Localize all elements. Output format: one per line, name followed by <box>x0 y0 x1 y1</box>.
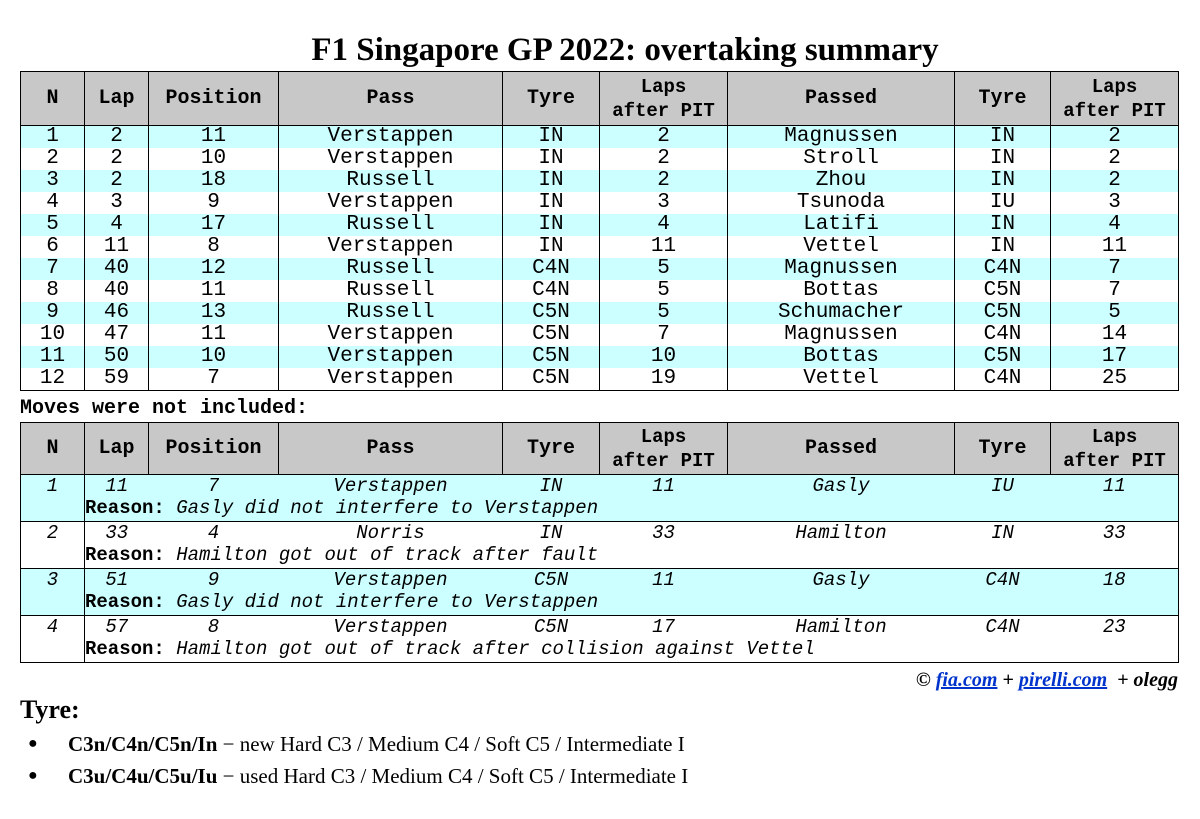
cell-passed-laps-after-pit: 25 <box>1051 368 1179 391</box>
cell-lap: 2 <box>85 170 149 192</box>
header-passed-laps-after-pit: Laps after PIT <box>1051 72 1179 126</box>
cell-tyre: C4N <box>503 258 600 280</box>
cell-passed-tyre: IN <box>955 236 1051 258</box>
cell-position: 8 <box>149 616 279 639</box>
reason-text: Gasly did not interfere to Verstappen <box>176 497 599 519</box>
cell-tyre: IN <box>503 522 600 545</box>
cell-position: 18 <box>149 170 279 192</box>
cell-pass: Russell <box>279 302 503 324</box>
reason-text: Gasly did not interfere to Verstappen <box>176 591 599 613</box>
cell-laps-after-pit: 5 <box>600 280 728 302</box>
cell-position: 7 <box>149 368 279 391</box>
cell-passed-laps-after-pit: 5 <box>1051 302 1179 324</box>
cell-laps-after-pit: 5 <box>600 302 728 324</box>
cell-passed-laps-after-pit: 3 <box>1051 192 1179 214</box>
cell-n: 5 <box>21 214 85 236</box>
reason-spacer <box>21 497 85 522</box>
table-row <box>21 148 1179 170</box>
cell-tyre: IN <box>503 236 600 258</box>
cell-n: 7 <box>21 258 85 280</box>
header-laps-after-pit: Laps after PIT <box>600 423 728 475</box>
cell-passed-tyre: C5N <box>955 280 1051 302</box>
cell-passed-tyre: IN <box>955 170 1051 192</box>
table-row <box>21 192 1179 214</box>
table-row <box>21 346 1179 368</box>
cell-tyre: C5N <box>503 324 600 346</box>
cell-n: 11 <box>21 346 85 368</box>
cell-n: 3 <box>21 170 85 192</box>
cell-laps-after-pit: 3 <box>600 192 728 214</box>
cell-n: 4 <box>21 616 85 639</box>
cell-lap: 40 <box>85 258 149 280</box>
cell-passed-laps-after-pit: 7 <box>1051 258 1179 280</box>
reason-cell <box>85 638 1179 663</box>
cell-tyre: C5N <box>503 569 600 592</box>
cell-tyre: IN <box>503 148 600 170</box>
cell-lap: 2 <box>85 148 149 170</box>
header-lap: Lap <box>85 423 149 475</box>
cell-laps-after-pit: 11 <box>600 236 728 258</box>
cell-passed: Schumacher <box>728 302 955 324</box>
cell-laps-after-pit: 33 <box>600 522 728 545</box>
cell-passed: Latifi <box>728 214 955 236</box>
cell-tyre: IN <box>503 126 600 149</box>
header-lap: Lap <box>85 72 149 126</box>
cell-laps-after-pit: 11 <box>600 569 728 592</box>
cell-passed-laps-after-pit: 18 <box>1051 569 1179 592</box>
cell-lap: 4 <box>85 214 149 236</box>
cell-passed-laps-after-pit: 11 <box>1051 475 1179 498</box>
cell-pass: Verstappen <box>279 475 503 498</box>
not-included-table <box>20 422 1179 663</box>
header-position: Position <box>149 72 279 126</box>
cell-pass: Russell <box>279 170 503 192</box>
reason-cell <box>85 544 1179 569</box>
cell-pass: Verstappen <box>279 148 503 170</box>
reason-spacer <box>21 638 85 663</box>
cell-passed-tyre: C5N <box>955 346 1051 368</box>
cell-position: 13 <box>149 302 279 324</box>
cell-lap: 57 <box>85 616 149 639</box>
cell-lap: 11 <box>85 475 149 498</box>
cell-passed: Vettel <box>728 368 955 391</box>
cell-passed-tyre: IU <box>955 192 1051 214</box>
header-passed: Passed <box>728 423 955 475</box>
cell-laps-after-pit: 2 <box>600 126 728 149</box>
cell-passed: Gasly <box>728 569 955 592</box>
cell-n: 9 <box>21 302 85 324</box>
cell-position: 7 <box>149 475 279 498</box>
fia-link[interactable]: fia.com <box>935 669 998 691</box>
cell-lap: 59 <box>85 368 149 391</box>
page-title: F1 Singapore GP 2022: overtaking summary <box>311 32 939 68</box>
table-row <box>21 236 1179 258</box>
cell-tyre: C5N <box>503 346 600 368</box>
table-row <box>21 214 1179 236</box>
table-row <box>21 170 1179 192</box>
cell-lap: 11 <box>85 236 149 258</box>
cell-lap: 33 <box>85 522 149 545</box>
cell-n: 2 <box>21 522 85 545</box>
cell-passed: Hamilton <box>728 522 955 545</box>
cell-pass: Verstappen <box>279 368 503 391</box>
cell-passed: Vettel <box>728 236 955 258</box>
cell-tyre: C5N <box>503 302 600 324</box>
cell-passed: Tsunoda <box>728 192 955 214</box>
cell-passed-tyre: IN <box>955 148 1051 170</box>
cell-passed: Gasly <box>728 475 955 498</box>
header-pass: Pass <box>279 423 503 475</box>
header-passed-tyre: Tyre <box>955 423 1051 475</box>
cell-position: 11 <box>149 126 279 149</box>
reason-row <box>21 591 1179 616</box>
cell-passed-laps-after-pit: 4 <box>1051 214 1179 236</box>
cell-passed: Hamilton <box>728 616 955 639</box>
table-row <box>21 616 1179 639</box>
cell-laps-after-pit: 11 <box>600 475 728 498</box>
cell-position: 17 <box>149 214 279 236</box>
cell-passed: Magnussen <box>728 324 955 346</box>
reason-spacer <box>21 544 85 569</box>
cell-passed-laps-after-pit: 33 <box>1051 522 1179 545</box>
table-row <box>21 302 1179 324</box>
cell-position: 11 <box>149 324 279 346</box>
cell-laps-after-pit: 7 <box>600 324 728 346</box>
reason-cell <box>85 591 1179 616</box>
overtaking-table <box>20 71 1179 391</box>
tyre-legend-list <box>28 730 688 794</box>
cell-position: 10 <box>149 148 279 170</box>
reason-label: Reason: <box>85 497 165 519</box>
cell-passed-tyre: C4N <box>955 616 1051 639</box>
cell-passed: Zhou <box>728 170 955 192</box>
cell-laps-after-pit: 4 <box>600 214 728 236</box>
header-position: Position <box>149 423 279 475</box>
cell-n: 10 <box>21 324 85 346</box>
cell-laps-after-pit: 17 <box>600 616 728 639</box>
reason-row <box>21 638 1179 663</box>
cell-position: 11 <box>149 280 279 302</box>
cell-passed-laps-after-pit: 14 <box>1051 324 1179 346</box>
cell-passed-laps-after-pit: 7 <box>1051 280 1179 302</box>
cell-passed: Magnussen <box>728 126 955 149</box>
cell-passed: Magnussen <box>728 258 955 280</box>
table-row <box>21 368 1179 391</box>
cell-tyre: IN <box>503 192 600 214</box>
cell-pass: Verstappen <box>279 126 503 149</box>
not-included-label: Moves were not included: <box>20 397 309 420</box>
reason-text: Hamilton got out of track after collision against Vettel <box>176 638 815 660</box>
cell-n: 4 <box>21 192 85 214</box>
cell-position: 8 <box>149 236 279 258</box>
cell-passed-laps-after-pit: 11 <box>1051 236 1179 258</box>
cell-pass: Verstappen <box>279 236 503 258</box>
cell-n: 12 <box>21 368 85 391</box>
reason-label: Reason: <box>85 591 165 613</box>
header-laps-after-pit: Laps after PIT <box>600 72 728 126</box>
cell-passed-laps-after-pit: 2 <box>1051 126 1179 149</box>
tyre-legend-heading: Tyre: <box>20 695 80 724</box>
cell-n: 2 <box>21 148 85 170</box>
cell-n: 3 <box>21 569 85 592</box>
cell-lap: 2 <box>85 126 149 149</box>
cell-tyre: C5N <box>503 368 600 391</box>
table-row <box>21 280 1179 302</box>
header-passed-laps-after-pit: Laps after PIT <box>1051 423 1179 475</box>
cell-lap: 50 <box>85 346 149 368</box>
header-pass: Pass <box>279 72 503 126</box>
table-row <box>21 522 1179 545</box>
reason-spacer <box>21 591 85 616</box>
cell-passed-tyre: C4N <box>955 368 1051 391</box>
cell-passed-laps-after-pit: 2 <box>1051 148 1179 170</box>
cell-n: 8 <box>21 280 85 302</box>
cell-lap: 40 <box>85 280 149 302</box>
cell-position: 9 <box>149 192 279 214</box>
reason-cell <box>85 497 1179 522</box>
cell-passed: Stroll <box>728 148 955 170</box>
cell-passed: Bottas <box>728 280 955 302</box>
cell-passed-tyre: C5N <box>955 302 1051 324</box>
table-header-row <box>21 72 1179 126</box>
cell-passed-laps-after-pit: 23 <box>1051 616 1179 639</box>
reason-row <box>21 497 1179 522</box>
cell-position: 10 <box>149 346 279 368</box>
cell-position: 12 <box>149 258 279 280</box>
table-header-row <box>21 423 1179 475</box>
cell-passed-laps-after-pit: 17 <box>1051 346 1179 368</box>
cell-n: 1 <box>21 126 85 149</box>
bullet-icon: ● <box>28 735 38 752</box>
cell-pass: Russell <box>279 214 503 236</box>
cell-n: 1 <box>21 475 85 498</box>
table-row <box>21 569 1179 592</box>
cell-passed-tyre: C4N <box>955 324 1051 346</box>
cell-lap: 3 <box>85 192 149 214</box>
cell-pass: Verstappen <box>279 346 503 368</box>
cell-tyre: IN <box>503 475 600 498</box>
cell-lap: 51 <box>85 569 149 592</box>
list-item: ● C3n/C4n/C5n/In − new Hard C3 / Medium C4 / Soft C5 / Intermediate I <box>28 732 685 756</box>
cell-passed-tyre: IN <box>955 522 1051 545</box>
cell-tyre: IN <box>503 214 600 236</box>
cell-laps-after-pit: 5 <box>600 258 728 280</box>
bullet-icon: ● <box>28 767 38 784</box>
cell-laps-after-pit: 2 <box>600 170 728 192</box>
table-row <box>21 126 1179 149</box>
reason-label: Reason: <box>85 544 165 566</box>
cell-passed-tyre: IN <box>955 214 1051 236</box>
cell-pass: Russell <box>279 258 503 280</box>
cell-pass: Verstappen <box>279 324 503 346</box>
header-passed: Passed <box>728 72 955 126</box>
header-tyre: Tyre <box>503 423 600 475</box>
cell-position: 4 <box>149 522 279 545</box>
reason-label: Reason: <box>85 638 165 660</box>
cell-passed-tyre: C4N <box>955 258 1051 280</box>
cell-pass: Russell <box>279 280 503 302</box>
cell-pass: Norris <box>279 522 503 545</box>
cell-lap: 47 <box>85 324 149 346</box>
cell-passed: Bottas <box>728 346 955 368</box>
cell-laps-after-pit: 10 <box>600 346 728 368</box>
pirelli-link[interactable]: pirelli.com <box>1018 669 1108 691</box>
cell-pass: Verstappen <box>279 569 503 592</box>
cell-lap: 46 <box>85 302 149 324</box>
credit-line: © fia.com + pirelli.com + olegg <box>915 669 1178 691</box>
cell-position: 9 <box>149 569 279 592</box>
cell-laps-after-pit: 2 <box>600 148 728 170</box>
cell-passed-tyre: C4N <box>955 569 1051 592</box>
table-row <box>21 475 1179 498</box>
header-n: N <box>21 72 85 126</box>
cell-pass: Verstappen <box>279 192 503 214</box>
header-tyre: Tyre <box>503 72 600 126</box>
list-item: ● C3u/C4u/C5u/Iu − used Hard C3 / Medium C4 / Soft C5 / Intermediate I <box>28 764 689 788</box>
cell-passed-tyre: IU <box>955 475 1051 498</box>
cell-tyre: C5N <box>503 616 600 639</box>
table-row <box>21 324 1179 346</box>
header-n: N <box>21 423 85 475</box>
cell-laps-after-pit: 19 <box>600 368 728 391</box>
cell-tyre: IN <box>503 170 600 192</box>
cell-n: 6 <box>21 236 85 258</box>
cell-passed-tyre: IN <box>955 126 1051 149</box>
cell-passed-laps-after-pit: 2 <box>1051 170 1179 192</box>
cell-tyre: C4N <box>503 280 600 302</box>
reason-row <box>21 544 1179 569</box>
reason-text: Hamilton got out of track after fault <box>176 544 599 566</box>
cell-pass: Verstappen <box>279 616 503 639</box>
table-row <box>21 258 1179 280</box>
header-passed-tyre: Tyre <box>955 72 1051 126</box>
